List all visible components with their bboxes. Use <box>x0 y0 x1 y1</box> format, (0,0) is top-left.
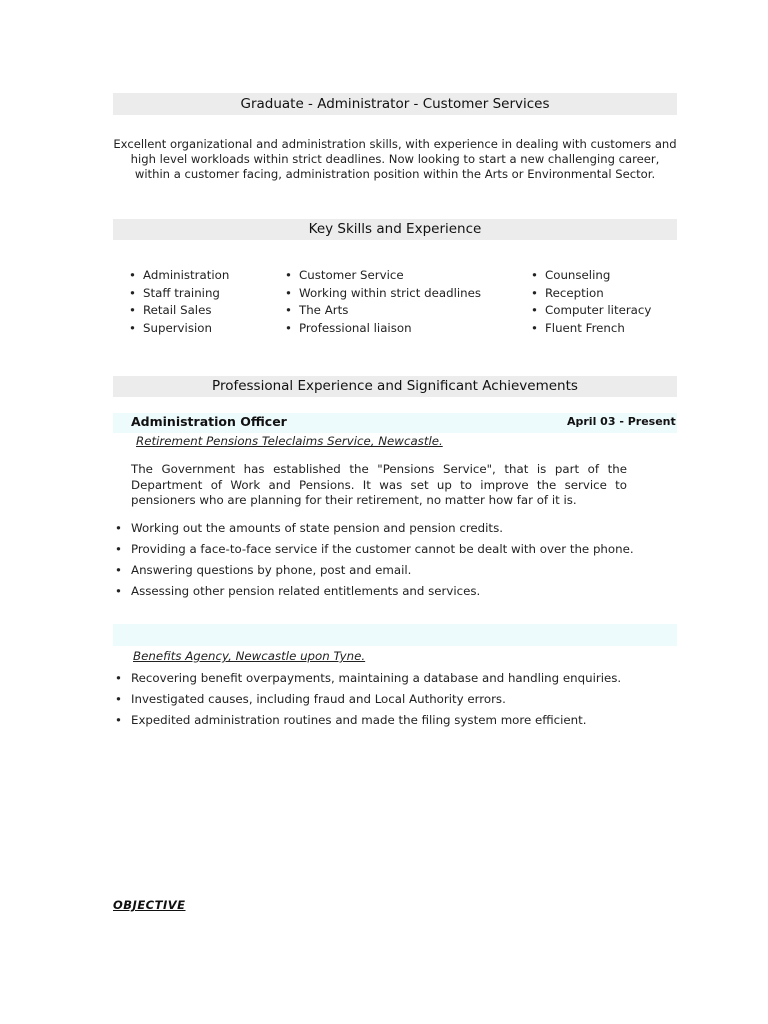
duty-item: • Answering questions by phone, post and email. <box>115 560 634 581</box>
skill-item: • The Arts <box>285 302 481 320</box>
page-title: Graduate - Administrator - Customer Services <box>113 93 677 115</box>
duty-item: • Investigated causes, including fraud and Local Authority errors. <box>115 689 621 710</box>
skill-item: • Retail Sales <box>129 302 229 320</box>
duty-item: • Recovering benefit overpayments, maintaining a database and handling enquiries. <box>115 668 621 689</box>
duty-item: • Expedited administration routines and made the filing system more efficient. <box>115 710 621 731</box>
skill-item: • Staff training <box>129 285 229 303</box>
summary-paragraph: Excellent organizational and administration skills, with experience in dealing with customers and high level workloads within strict deadlines. Now looking to start a new challenging career, within a customer facing, administration position within the Arts or Environmental Sector. <box>113 137 677 181</box>
skill-item: • Fluent French <box>531 320 651 338</box>
skills-heading: Key Skills and Experience <box>113 219 677 240</box>
skill-item: • Counseling <box>531 267 651 285</box>
skill-item: • Reception <box>531 285 651 303</box>
job-header-bar <box>113 624 677 646</box>
skill-item: • Administration <box>129 267 229 285</box>
skill-item: • Working within strict deadlines <box>285 285 481 303</box>
duty-item: • Working out the amounts of state pension and pension credits. <box>115 518 634 539</box>
employer-name: Benefits Agency, Newcastle upon Tyne. <box>133 649 366 663</box>
job-duties-list <box>115 668 621 731</box>
job-date: April 03 - Present <box>567 415 676 428</box>
skill-item: • Professional liaison <box>285 320 481 338</box>
skills-column-3 <box>531 267 651 337</box>
skill-item: • Computer literacy <box>531 302 651 320</box>
skills-column-1 <box>129 267 229 337</box>
objective-heading: OBJECTIVE <box>113 898 186 912</box>
job-duties-list <box>115 518 634 602</box>
duty-item: • Providing a face-to-face service if the customer cannot be dealt with over the phone. <box>115 539 634 560</box>
skills-column-2 <box>285 267 481 337</box>
job-description: The Government has established the "Pensions Service", that is part of the Department of Work and Pensions. It was set up to improve the service to pensioners who are planning for their retirement, no matter how far of it is. <box>131 462 627 507</box>
experience-heading: Professional Experience and Significant Achievements <box>113 376 677 397</box>
skill-item: • Customer Service <box>285 267 481 285</box>
job-title: Administration Officer <box>131 414 287 429</box>
duty-item: • Assessing other pension related entitlements and services. <box>115 581 634 602</box>
skill-item: • Supervision <box>129 320 229 338</box>
employer-name: Retirement Pensions Teleclaims Service, Newcastle. <box>136 434 443 448</box>
